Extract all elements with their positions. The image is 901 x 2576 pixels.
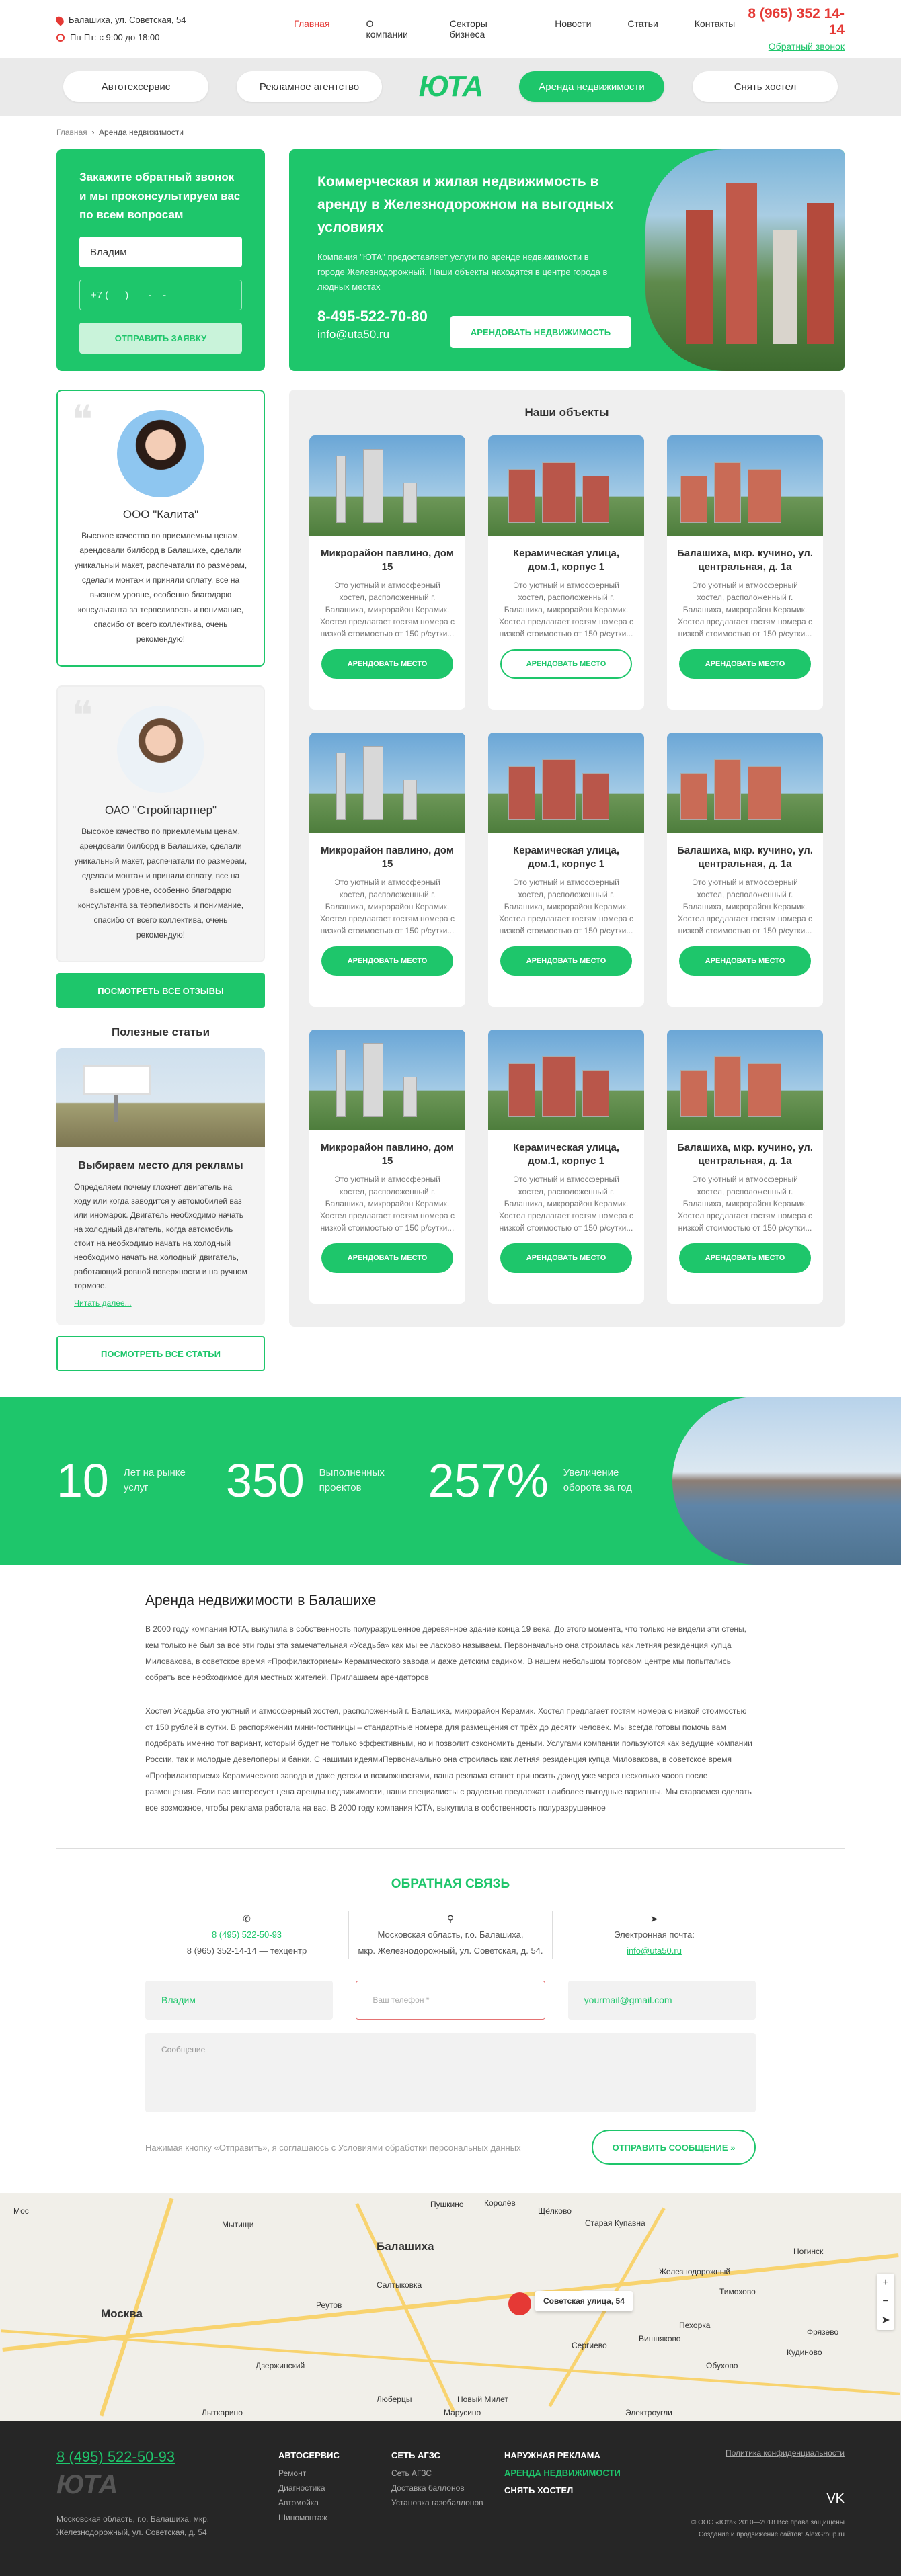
callback-form-title: Закажите обратный звонок и мы проконсультируем вас по всем вопросам: [79, 171, 241, 221]
object-card: [488, 435, 644, 710]
nav-news[interactable]: Новости: [555, 18, 592, 29]
map-place-label: Электроугли: [625, 2408, 672, 2417]
footer-link[interactable]: Автомойка: [278, 2498, 319, 2507]
map-place-label: Мытищи: [222, 2220, 254, 2229]
avatar: [117, 410, 204, 497]
object-card: [309, 733, 465, 1007]
map-pin-label: Советская улица, 54: [535, 2291, 633, 2311]
sidebar: [56, 149, 265, 1371]
map-place-label: Лыткарино: [202, 2408, 243, 2417]
objects-heading: Наши объекты: [524, 406, 609, 419]
rent-place-button[interactable]: АРЕНДОВАТЬ МЕСТО: [500, 946, 632, 976]
object-description: Это уютный и атмосферный хостел, расположенный г. Балашиха, микрорайон Керамик. Хостел предлагает гостям номера с низкой стоимостью от 150 р/сутки...: [678, 581, 812, 638]
city-image: [672, 1397, 901, 1565]
copyright: © ООО «Юта» 2010—2018 Все права защищены: [691, 2519, 845, 2526]
object-description: Это уютный и атмосферный хостел, расположенный г. Балашиха, микрорайон Керамик. Хостел предлагает гостям номера с низкой стоимостью от 150 р/сутки...: [320, 581, 455, 638]
map-place-label: Мос: [13, 2206, 29, 2216]
map-place-label: Фрязево: [807, 2327, 839, 2337]
footer-sector-link[interactable]: СНЯТЬ ХОСТЕЛ: [504, 2485, 574, 2495]
rent-place-button[interactable]: АРЕНДОВАТЬ МЕСТО: [679, 1243, 811, 1273]
stat-item: [428, 1454, 651, 1507]
stat-number: 257%: [428, 1454, 549, 1507]
map-place-label: Щёлково: [538, 2206, 572, 2216]
hero-banner: [289, 149, 845, 371]
about-title: Аренда недвижимости в Балашихе: [145, 1593, 377, 1608]
read-more-link[interactable]: Читать далее...: [74, 1298, 132, 1308]
map-place-label: Пехорка: [679, 2321, 711, 2330]
rent-place-button[interactable]: АРЕНДОВАТЬ МЕСТО: [321, 649, 453, 679]
object-title[interactable]: Балашиха, мкр. кучино, ул. центральная, д. 1а: [676, 548, 814, 573]
all-reviews-button[interactable]: ПОСМОТРЕТЬ ВСЕ ОТЗЫВЫ: [56, 973, 265, 1008]
zoom-in-icon[interactable]: +: [882, 2277, 889, 2288]
nav-sectors[interactable]: Секторы бизнеса: [449, 18, 487, 40]
developer-credit[interactable]: Создание и продвижение сайтов: AlexGroup.ru: [699, 2531, 845, 2538]
hero-email[interactable]: info@uta50.ru: [317, 328, 390, 341]
consent-text: Нажимая кнопку «Отправить», я соглашаюсь с Условиями обработки персональных данных: [145, 2142, 521, 2153]
logo[interactable]: ЮТА: [418, 70, 483, 103]
rent-place-button[interactable]: АРЕНДОВАТЬ МЕСТО: [500, 1243, 632, 1273]
menu-ad-agency[interactable]: Рекламное агентство: [237, 71, 382, 102]
breadcrumb-home[interactable]: Главная: [56, 128, 87, 137]
footer-link[interactable]: Доставка баллонов: [391, 2483, 465, 2493]
footer-link[interactable]: Установка газобаллонов: [391, 2498, 483, 2507]
map-place-label: Железнодорожный: [659, 2267, 731, 2276]
hero-text: Компания "ЮТА" предоставляет услуги по аренде недвижимости в городе Железнодорожный. Наши объекты находятся в центре города в людных местах: [317, 252, 608, 292]
hero-phone[interactable]: 8-495-522-70-80: [317, 308, 428, 325]
nav-about[interactable]: О компании: [366, 18, 408, 40]
map-place-label: Ногинск: [793, 2247, 824, 2256]
object-title[interactable]: Керамическая улица, дом.1, корпус 1: [512, 845, 620, 870]
rent-place-button[interactable]: АРЕНДОВАТЬ МЕСТО: [500, 649, 632, 679]
contact-info: [56, 11, 233, 46]
object-image: [667, 733, 823, 833]
menu-autoservice[interactable]: Автотехсервис: [63, 71, 208, 102]
article-excerpt: Определяем почему глохнет двигатель на ходу или когда заводится у автомобилей ваз или иномарок. Двигатель необходимо начать на холодный двигатель, когда автомобиль стоит на необходимо начать на холодный необходимо начать на холодный двигатель, работающий ровной поверхности и на ручном тормозе.: [74, 1182, 247, 1290]
phone-field[interactable]: Ваш телефон *: [356, 1981, 545, 2020]
about-paragraph: В 2000 году компания ЮТА, выкупила в собственность полуразрушенное деревянное здание конца 19 века. До этого момента, что только не видели эти стены, кем только не был за все эти годы эта замечательная «Усадьба» как мы ее ласково называем. Первоначально она строилась как летняя резиденция купца Миловакова, в советское время «Профилакторием» Керамического завода и даже детским садиком. В нашем небольшом торговом центре мы попытались собрать все необходимое для местных жителей. Приглашаем арендаторов: [145, 1624, 746, 1682]
object-title[interactable]: Микрорайон павлино, дом 15: [321, 845, 454, 870]
message-field[interactable]: Сообщение: [145, 2033, 756, 2112]
footer-col-title[interactable]: СЕТЬ АГЗС: [391, 2450, 440, 2460]
review-text: Высокое качество по приемлемым ценам, арендовали билборд в Балашихе, сделали уникальный макет, распечатали по размерам, сделали монтаж и приняли оплату, все на высшем уровне, особенно благодарю консультанта за терпеливость и понимание, спасибо от всего коллектива, очень рекомендую!: [74, 827, 247, 940]
map[interactable]: [0, 2193, 901, 2421]
header-hours: Пн-Пт: с 9:00 до 18:00: [70, 32, 160, 42]
email-field[interactable]: yourmail@gmail.com: [568, 1981, 756, 2020]
object-description: Это уютный и атмосферный хостел, расположенный г. Балашиха, микрорайон Керамик. Хостел предлагает гостям номера с низкой стоимостью от 150 р/сутки...: [320, 1175, 455, 1233]
send-icon: ➤: [650, 1913, 658, 1924]
review-card: [56, 685, 265, 962]
contact-phone-col: [145, 1911, 349, 1959]
top-header: [0, 0, 901, 58]
nav-home[interactable]: Главная: [294, 15, 329, 42]
locate-icon[interactable]: ➤: [881, 2315, 890, 2326]
footer: [0, 2421, 901, 2576]
about-paragraph: Хостел Усадьба это уютный и атмосферный хостел, расположенный г. Балашиха, микрорайон Керамик. Хостел предлагает гостям номера с низкой стоимостью от 150 рублей в сутки. В распоряжении мини-гостиницы – стандартные номера для размещения от трёх до десяти человек. Мы всегда готовы помочь вам подобрать именно тот вариант, который будет не только эффективным, но и позволит сэкономить деньги. Услугами компании пользуются как ведущие компании России, так и молодые девелоперы и банки. С нашими идеямиПервоначально она строилась как летняя резиденция купца Миловакова, в советское время «Профилакторием» Керамического завода и даже детски и возможностями, ваша реклама станет приносить доход уже через несколько часов после размещения. Если вас интересует цена аренды недвижимости, наши специалисты с радостью предложат наиболее выгодные варианты. Мы стараемся сделать все возможное, чтобы реклама работала на вас. В 2000 году компания ЮТА, выкупила в собственность полуразрушенное: [145, 1706, 752, 1813]
hero-image: [645, 149, 845, 371]
feedback-title: ОБРАТНАЯ СВЯЗЬ: [391, 1877, 510, 1891]
map-place-label: Марусино: [444, 2408, 481, 2417]
main-nav: [294, 15, 735, 42]
object-card: [667, 733, 823, 1007]
object-image: [667, 1030, 823, 1130]
object-description: Это уютный и атмосферный хостел, расположенный г. Балашиха, микрорайон Керамик. Хостел предлагает гостям номера с низкой стоимостью от 150 р/сутки...: [320, 878, 455, 936]
name-field[interactable]: Владим: [145, 1981, 333, 2020]
object-title[interactable]: Балашиха, мкр. кучино, ул. центральная, д. 1а: [676, 1142, 814, 1167]
article-image: [56, 1048, 265, 1147]
stat-label: Выполненных проектов: [319, 1467, 385, 1493]
location-pin-icon: [54, 15, 65, 26]
object-card: [667, 1030, 823, 1304]
location-pin-icon: ⚲: [446, 1913, 455, 1924]
feedback-section: [0, 1849, 901, 2193]
map-place-label: Кудиново: [787, 2348, 822, 2357]
articles-heading: Полезные статьи: [111, 1026, 210, 1038]
quote-icon: ❝: [71, 692, 93, 739]
map-place-label: Салтыковка: [377, 2280, 422, 2290]
object-description: Это уютный и атмосферный хостел, расположенный г. Балашиха, микрорайон Керамик. Хостел предлагает гостям номера с низкой стоимостью от 150 р/сутки...: [499, 581, 633, 638]
sector-menu: [0, 58, 901, 116]
vk-icon[interactable]: VK: [826, 2491, 845, 2506]
footer-link[interactable]: Ремонт: [278, 2468, 307, 2478]
review-author: ООО "Калита": [122, 508, 199, 521]
footer-sector-link[interactable]: АРЕНДА НЕДВИЖИМОСТИ: [504, 2468, 621, 2478]
nav-articles[interactable]: Статьи: [627, 18, 658, 29]
stat-number: 350: [225, 1454, 305, 1507]
rent-place-button[interactable]: АРЕНДОВАТЬ МЕСТО: [321, 946, 453, 976]
object-title[interactable]: Балашиха, мкр. кучино, ул. центральная, д. 1а: [676, 845, 814, 870]
rent-property-button[interactable]: АРЕНДОВАТЬ НЕДВИЖИМОСТЬ: [450, 316, 631, 348]
map-place-label: Новый Милет: [457, 2395, 508, 2404]
map-place-label: Тимохово: [719, 2287, 756, 2296]
stat-number: 10: [56, 1454, 109, 1507]
contact-address-col: [349, 1911, 553, 1959]
object-image: [488, 435, 644, 536]
map-place-label: Пушкино: [430, 2200, 464, 2209]
object-title[interactable]: Керамическая улица, дом.1, корпус 1: [512, 548, 620, 573]
phone-icon: ✆: [243, 1913, 251, 1924]
hero-title: Коммерческая и жилая недвижимость в аренду в Железнодорожном на выгодных условиях: [317, 174, 614, 235]
map-place-label: Сергиево: [572, 2341, 607, 2350]
article-title[interactable]: Выбираем место для рекламы: [78, 1160, 243, 1171]
object-card: [667, 435, 823, 710]
feedback-address: Московская область, г.о. Балашиха,: [377, 1929, 524, 1940]
email-label: Электронная почта:: [614, 1929, 695, 1940]
rent-place-button[interactable]: АРЕНДОВАТЬ МЕСТО: [679, 649, 811, 679]
map-pin-icon[interactable]: [508, 2292, 531, 2315]
article-card: [56, 1048, 265, 1325]
header-address: Балашиха, ул. Советская, 54: [69, 15, 186, 25]
stat-item: [56, 1454, 198, 1507]
object-image: [309, 435, 465, 536]
map-place-label: Балашиха: [377, 2240, 434, 2253]
object-image: [488, 733, 644, 833]
stat-item: [226, 1454, 400, 1507]
object-card: [488, 733, 644, 1007]
all-articles-button[interactable]: ПОСМОТРЕТЬ ВСЕ СТАТЬИ: [56, 1336, 265, 1371]
review-author: ОАО "Стройпартнер": [104, 804, 217, 817]
map-place-label: Москва: [101, 2307, 143, 2320]
about-section: [0, 1565, 901, 1829]
header-contacts: [735, 6, 845, 52]
map-zoom-controls[interactable]: [877, 2274, 894, 2330]
object-card: [488, 1030, 644, 1304]
submit-request-button[interactable]: ОТПРАВИТЬ ЗАЯВКУ: [79, 323, 242, 354]
map-place-label: Дзержинский: [256, 2361, 305, 2370]
clock-icon: [56, 34, 65, 42]
rent-place-button[interactable]: АРЕНДОВАТЬ МЕСТО: [679, 946, 811, 976]
object-card: [309, 1030, 465, 1304]
review-text: Высокое качество по приемлемым ценам, арендовали билборд в Балашихе, сделали уникальный макет, распечатали по размерам, сделали монтаж и приняли оплату, все на высшем уровне, особенно благодарю консультанта за терпеливость и понимание, спасибо от всего коллектива, очень рекомендую!: [74, 531, 247, 644]
header-phone[interactable]: 8 (965) 352 14-14: [748, 6, 845, 38]
objects-grid: [309, 435, 824, 1304]
feedback-address-2: мкр. Железнодорожный, ул. Советская, д. 54.: [358, 1946, 543, 1956]
object-title[interactable]: Микрорайон павлино, дом 15: [321, 1142, 454, 1167]
avatar: [117, 706, 204, 793]
main-content: [0, 149, 901, 1371]
feedback-phone-tech: 8 (965) 352-14-14 — техцентр: [186, 1946, 307, 1956]
map-place-label: Королёв: [484, 2198, 516, 2208]
map-place-label: Реутов: [316, 2300, 342, 2310]
quote-icon: ❝: [71, 397, 93, 444]
map-place-label: Вишняково: [639, 2334, 681, 2343]
footer-link[interactable]: Шиномонтаж: [278, 2513, 327, 2522]
footer-logo[interactable]: ЮТА: [56, 2470, 118, 2499]
send-message-button[interactable]: ОТПРАВИТЬ СООБЩЕНИЕ »: [592, 2130, 756, 2165]
feedback-email[interactable]: info@uta50.ru: [627, 1946, 682, 1956]
footer-address: Московская область, г.о. Балашиха, мкр. Железнодорожный, ул. Советская, д. 54: [56, 2514, 210, 2537]
object-description: Это уютный и атмосферный хостел, расположенный г. Балашиха, микрорайон Керамик. Хостел предлагает гостям номера с низкой стоимостью от 150 р/сутки...: [678, 1175, 812, 1233]
object-title[interactable]: Керамическая улица, дом.1, корпус 1: [512, 1142, 620, 1167]
menu-real-estate[interactable]: Аренда недвижимости: [519, 71, 664, 102]
object-description: Это уютный и атмосферный хостел, расположенный г. Балашиха, микрорайон Керамик. Хостел предлагает гостям номера с низкой стоимостью от 150 р/сутки...: [499, 1175, 633, 1233]
object-description: Это уютный и атмосферный хостел, расположенный г. Балашиха, микрорайон Керамик. Хостел предлагает гостям номера с низкой стоимостью от 150 р/сутки...: [499, 878, 633, 936]
rent-place-button[interactable]: АРЕНДОВАТЬ МЕСТО: [321, 1243, 453, 1273]
stats-banner: [0, 1397, 901, 1565]
breadcrumb: Главная › Аренда недвижимости: [56, 128, 184, 137]
footer-link[interactable]: Сеть АГЗС: [391, 2468, 432, 2478]
name-input[interactable]: Владим: [79, 237, 242, 267]
zoom-out-icon[interactable]: −: [882, 2296, 889, 2307]
object-image: [488, 1030, 644, 1130]
breadcrumb-current: Аренда недвижимости: [99, 128, 184, 137]
callback-form: [56, 149, 265, 371]
menu-hostel[interactable]: Снять хостел: [693, 71, 838, 102]
objects-section: [289, 390, 845, 1327]
callback-link[interactable]: Обратный звонок: [768, 41, 845, 52]
phone-input[interactable]: +7 (___) ___-__-__: [79, 280, 242, 310]
object-description: Это уютный и атмосферный хостел, расположенный г. Балашиха, микрорайон Керамик. Хостел предлагает гостям номера с низкой стоимостью от 150 р/сутки...: [678, 878, 812, 936]
map-place-label: Обухово: [706, 2361, 738, 2370]
stat-label: Лет на рынке услуг: [123, 1467, 186, 1493]
object-image: [667, 435, 823, 536]
nav-contacts[interactable]: Контакты: [694, 18, 736, 29]
map-place-label: Люберцы: [377, 2395, 412, 2404]
footer-phone[interactable]: 8 (495) 522-50-93: [56, 2448, 175, 2465]
stat-label: Увеличение оборота за год: [563, 1467, 632, 1493]
object-image: [309, 733, 465, 833]
review-card: [56, 390, 265, 667]
privacy-policy-link[interactable]: Политика конфиденциальности: [725, 2448, 845, 2458]
map-place-label: Старая Купавна: [585, 2218, 645, 2228]
footer-col-title[interactable]: АВТОСЕРВИС: [278, 2450, 340, 2460]
object-title[interactable]: Микрорайон павлино, дом 15: [321, 548, 454, 573]
object-card: [309, 435, 465, 710]
content: [289, 149, 845, 1371]
feedback-phone[interactable]: 8 (495) 522-50-93: [211, 1929, 282, 1940]
footer-sector-link[interactable]: НАРУЖНАЯ РЕКЛАМА: [504, 2450, 600, 2460]
contact-email-col: [553, 1911, 756, 1959]
object-image: [309, 1030, 465, 1130]
footer-link[interactable]: Диагностика: [278, 2483, 325, 2493]
